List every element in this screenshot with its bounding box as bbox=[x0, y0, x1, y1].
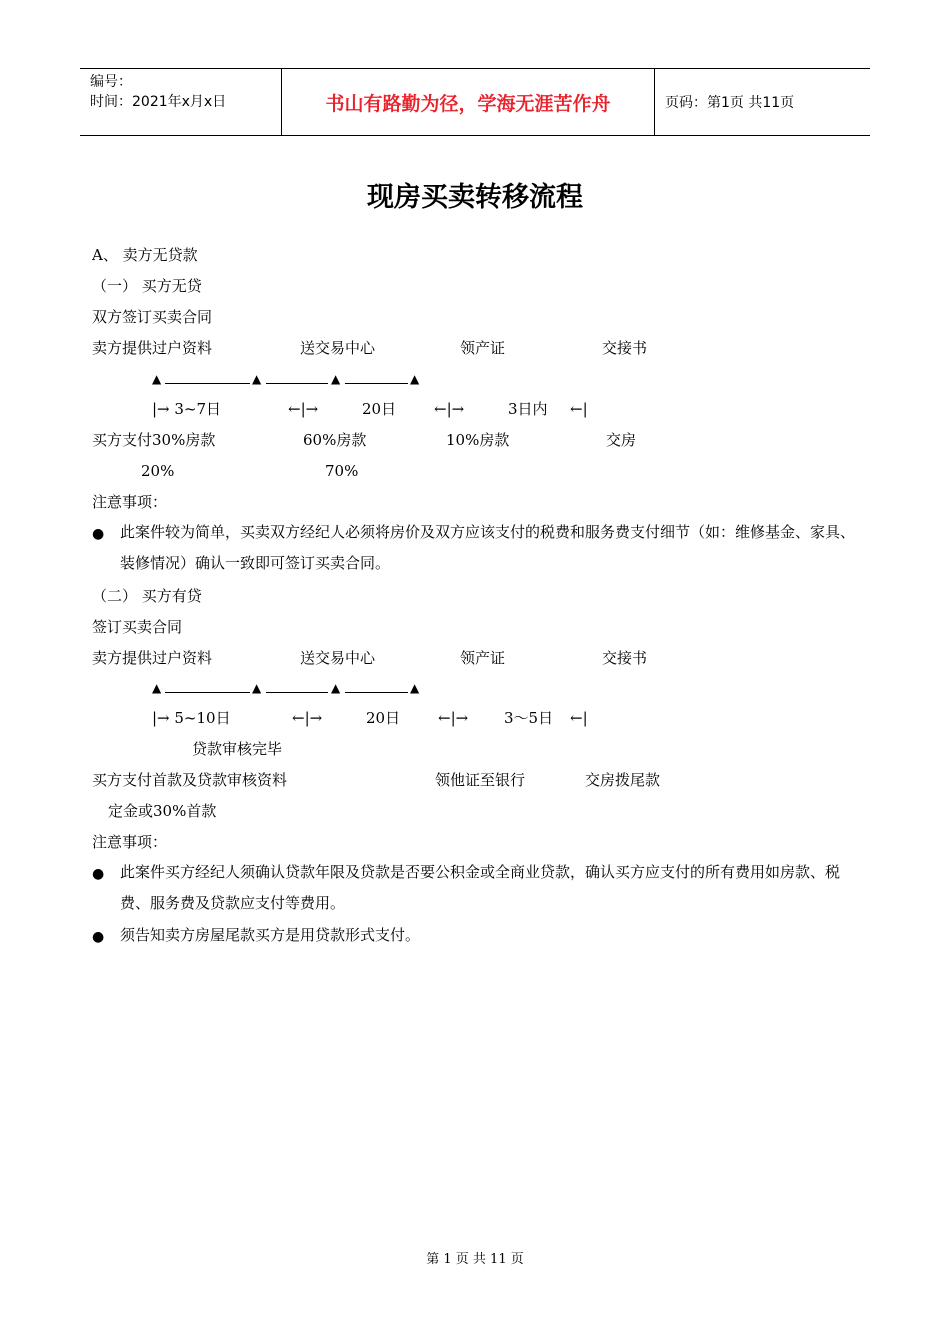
part2-stage-2: 送交易中心 bbox=[300, 649, 376, 667]
part1-arrow-3: ←| bbox=[570, 400, 588, 418]
part1-payment-2: 60%房款 bbox=[303, 431, 367, 449]
part2-stage-4: 交接书 bbox=[602, 649, 648, 667]
part2-duration-3: 3～5日 bbox=[504, 709, 554, 727]
bullet-icon: ● bbox=[92, 526, 105, 542]
part1-stage-2: 送交易中心 bbox=[300, 339, 376, 357]
part1-stage-1: 卖方提供过户资料 bbox=[92, 339, 213, 357]
part1-payment-4: 交房 bbox=[606, 431, 637, 449]
part2-arrow-1: ←|→ bbox=[292, 709, 323, 727]
bullet-icon: ● bbox=[92, 866, 105, 882]
timeline-segment bbox=[165, 383, 250, 384]
page-label: 页码：第1页 共11页 bbox=[665, 95, 795, 111]
part2-note-1: 此案件买方经纪人须确认贷款年限及贷款是否要公积金或全商业贷款，确认买方应支付的所有费用如房款、税费、服务费及贷款应支付等费用。 bbox=[120, 863, 841, 912]
part2-payment-2: 领他证至银行 bbox=[435, 771, 526, 789]
part2-duration-2: 20日 bbox=[366, 709, 401, 727]
page-header bbox=[80, 68, 870, 136]
part1-duration-3: 3日内 bbox=[508, 400, 548, 418]
part1-payment-1: 买方支付30%房款 bbox=[92, 431, 216, 449]
bullet-icon: ● bbox=[92, 929, 105, 945]
part2-note-2: 须告知卖方房屋尾款买方是用贷款形式支付。 bbox=[120, 926, 421, 944]
part1-note-1: 此案件较为简单，买卖双方经纪人必须将房价及双方应该支付的税费和服务费支付细节（如：维修基金、家具、装修情况）确认一致即可签订买卖合同。 bbox=[120, 523, 856, 572]
part2-loan-note: 贷款审核完毕 bbox=[192, 740, 283, 758]
part2-arrow-3: ←| bbox=[570, 709, 588, 727]
part1-duration-2: 20日 bbox=[362, 400, 397, 418]
timeline-segment bbox=[165, 692, 250, 693]
part2-notes-label: 注意事项： bbox=[92, 833, 168, 851]
part1-payment-sub-1: 20% bbox=[141, 462, 175, 480]
part1-arrow-2: ←|→ bbox=[434, 400, 465, 418]
part1-payment-3: 10%房款 bbox=[446, 431, 510, 449]
timeline-marker-icon: ▲ bbox=[252, 681, 262, 695]
section-a-heading: A、 卖方无贷款 bbox=[92, 246, 198, 264]
time-label: 时间：2021年x月x日 bbox=[90, 94, 227, 110]
part2-payment-1: 买方支付首款及贷款审核资料 bbox=[92, 771, 288, 789]
timeline-segment bbox=[345, 692, 408, 693]
timeline-segment bbox=[266, 692, 328, 693]
part1-stage-3: 领产证 bbox=[460, 339, 506, 357]
part1-payment-sub-2: 70% bbox=[325, 462, 359, 480]
timeline-marker-icon: ▲ bbox=[331, 681, 341, 695]
part1-duration-1: |→ 3~7日 bbox=[152, 400, 222, 418]
header-meta bbox=[80, 69, 281, 135]
header-page-cell bbox=[655, 69, 870, 135]
part2-step0: 签订买卖合同 bbox=[92, 618, 183, 636]
part1-heading: （一） 买方无贷 bbox=[92, 277, 202, 295]
part2-stage-3: 领产证 bbox=[460, 649, 506, 667]
part1-stage-4: 交接书 bbox=[602, 339, 648, 357]
part2-duration-1: |→ 5~10日 bbox=[152, 709, 231, 727]
timeline-marker-icon: ▲ bbox=[331, 372, 341, 386]
number-label: 编号： bbox=[90, 74, 132, 90]
part1-step0: 双方签订买卖合同 bbox=[92, 308, 213, 326]
part2-arrow-2: ←|→ bbox=[438, 709, 469, 727]
timeline-marker-icon: ▲ bbox=[252, 372, 262, 386]
motto: 书山有路勤为径，学海无涯苦作舟 bbox=[325, 92, 611, 115]
timeline-marker-icon: ▲ bbox=[152, 681, 162, 695]
part2-heading: （二） 买方有贷 bbox=[92, 587, 202, 605]
page-footer: 第 1 页 共 11 页 bbox=[426, 1252, 524, 1267]
timeline-marker-icon: ▲ bbox=[410, 681, 420, 695]
part2-stage-1: 卖方提供过户资料 bbox=[92, 649, 213, 667]
part2-payment-sub: 定金或30%首款 bbox=[108, 802, 217, 820]
timeline-marker-icon: ▲ bbox=[152, 372, 162, 386]
part1-arrow-1: ←|→ bbox=[288, 400, 319, 418]
timeline-marker-icon: ▲ bbox=[410, 372, 420, 386]
part1-notes-label: 注意事项： bbox=[92, 493, 168, 511]
header-motto-cell bbox=[281, 69, 655, 135]
part2-payment-3: 交房拨尾款 bbox=[585, 771, 661, 789]
document-title: 现房买卖转移流程 bbox=[367, 182, 583, 213]
timeline-segment bbox=[345, 383, 408, 384]
timeline-segment bbox=[266, 383, 328, 384]
